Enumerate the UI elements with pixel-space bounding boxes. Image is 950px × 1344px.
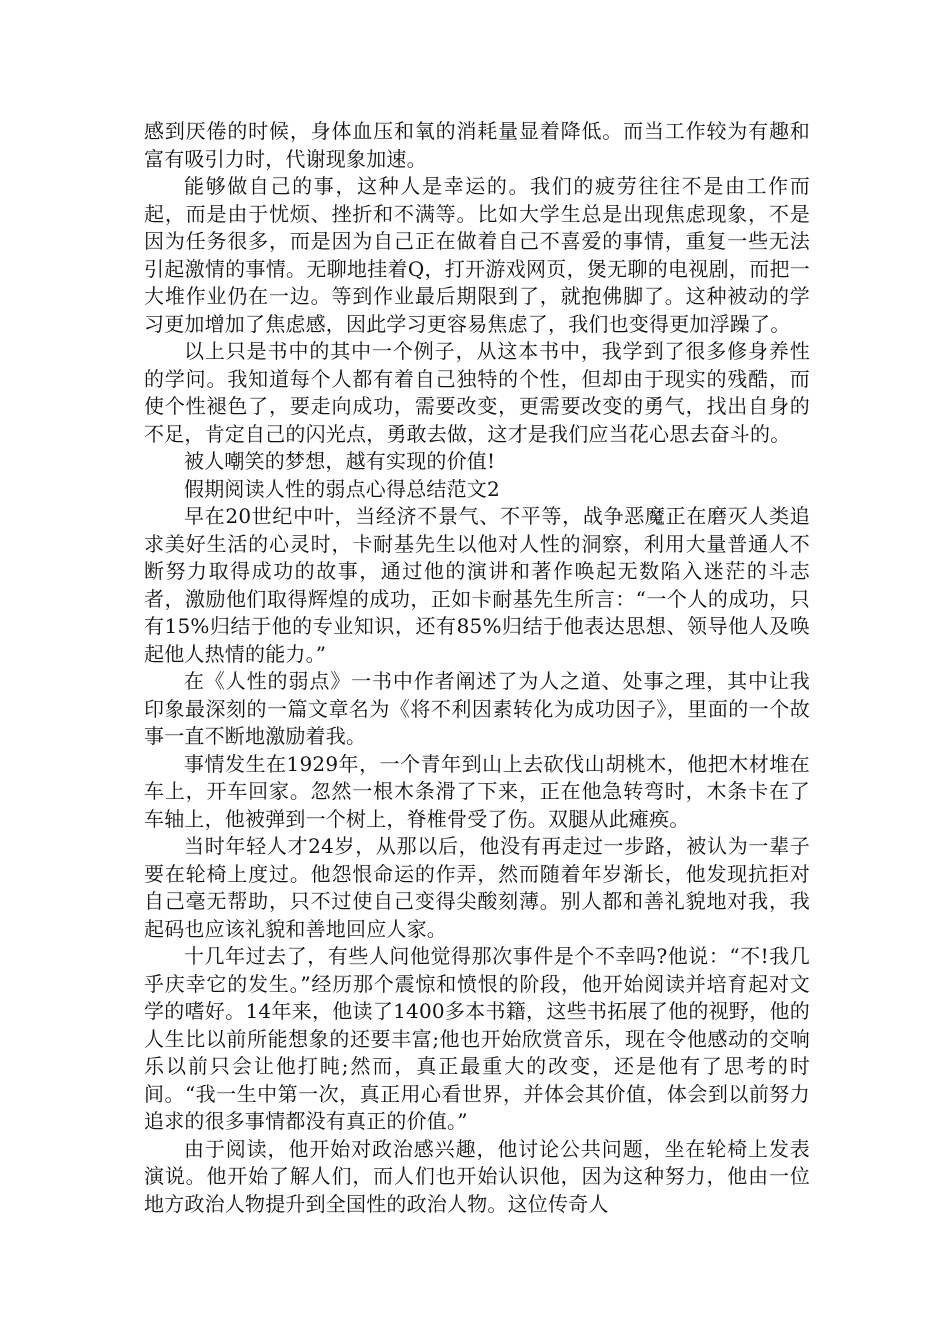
paragraph-fatigue: 能够做自己的事，这种人是幸运的。我们的疲劳往往不是由工作而起，而是由于忧烦、挫折和不满等。比如大学生总是出现焦虑现象，不是因为任务很多，而是因为自己正在做着自己不喜爱的事情，重复一些无法引起激情的事情。无聊地挂着Q，打开游戏网页，煲无聊的电视剧，而把一大堆作业仍在一边。等到作业最后期限到了，就抱佛脚了。这种被动的学习更加增加了焦虑感，因此学习更容易焦虑了，我们也变得更加浮躁了。 xyxy=(144,174,810,336)
paragraph-accident: 事情发生在1929年，一个青年到山上去砍伐山胡桃木，他把木材堆在车上，开车回家。忽然一根木条滑了下来，正在他急转弯时，木条卡在了车轴上，他被弹到一个树上，脊椎骨受了伤。双腿从此瘫痪。 xyxy=(144,751,810,831)
paragraph-wheelchair: 当时年轻人才24岁，从那以后，他没有再走过一步路，被认为一辈子要在轮椅上度过。他怨恨命运的作弄，然而随着年岁渐长，他发现抗拒对自己毫无帮助，只不过使自己变得尖酸刻薄。别人都和善礼貌地对我，我起码也应该礼貌和善地回应人家。 xyxy=(144,834,810,941)
paragraph-reflection: 十几年过去了，有些人问他觉得那次事件是个不幸吗?他说：“不!我几乎庆幸它的发生。”经历那个震惊和愤恨的阶段，他开始阅读并培育起对文学的嗜好。14年来，他读了1400多本书籍，这些书拓展了他的视野，他的人生比以前所能想象的还要丰富;他也开始欣赏音乐，现在令他感动的交响乐以前只会让他打盹;然而，真正最重大的改变，还是他有了思考的时间。“我一生中第一次，真正用心看世界，并体会其价值，体会到以前努力追求的很多事情都没有真正的价值。” xyxy=(144,944,810,1133)
paragraph-politics: 由于阅读，他开始对政治感兴趣，他讨论公共问题，坐在轮椅上发表演说。他开始了解人们，而人们也开始认识他，因为这种努力，他由一位地方政治人物提升到全国性的政治人物。这位传奇人 xyxy=(144,1136,810,1216)
section-title: 假期阅读人性的弱点心得总结范文2 xyxy=(184,476,500,501)
paragraph-book-chapter: 在《人性的弱点》一书中作者阐述了为人之道、处事之理，其中让我印象最深刻的一篇文章名为《将不利因素转化为成功因子》，里面的一个故事一直不断地激励着我。 xyxy=(144,669,810,748)
paragraph-dream-quote: 被人嘲笑的梦想，越有实现的价值! xyxy=(184,449,496,473)
document-page xyxy=(144,118,810,1218)
paragraph-carnegie-intro: 早在20世纪中叶，当经济不景气、不平等，战争恶魔正在磨灭人类追求美好生活的心灵时，卡耐基先生以他对人性的洞察，利用大量普通人不断努力取得成功的故事，通过他的演讲和著作唤起无数陷入迷茫的斗志者，激励他们取得辉煌的成功，正如卡耐基先生所言：“一个人的成功，只有15%归结于他的专业知识，还有85%归结于他表达思想、领导他人及唤起他人热情的能力。” xyxy=(144,504,810,666)
paragraph-lesson: 以上只是书中的其中一个例子，从这本书中，我学到了很多修身养性的学问。我知道每个人都有着自己独特的个性，但却由于现实的残酷，而使个性褪色了，要走向成功，需要改变，更需要改变的勇气，找出自身的不足，肯定自己的闪光点，勇敢去做，这才是我们应当花心思去奋斗的。 xyxy=(144,339,810,446)
paragraph-continuation: 感到厌倦的时候，身体血压和氧的消耗量显着降低。而当工作较为有趣和富有吸引力时，代谢现象加速。 xyxy=(144,119,810,171)
